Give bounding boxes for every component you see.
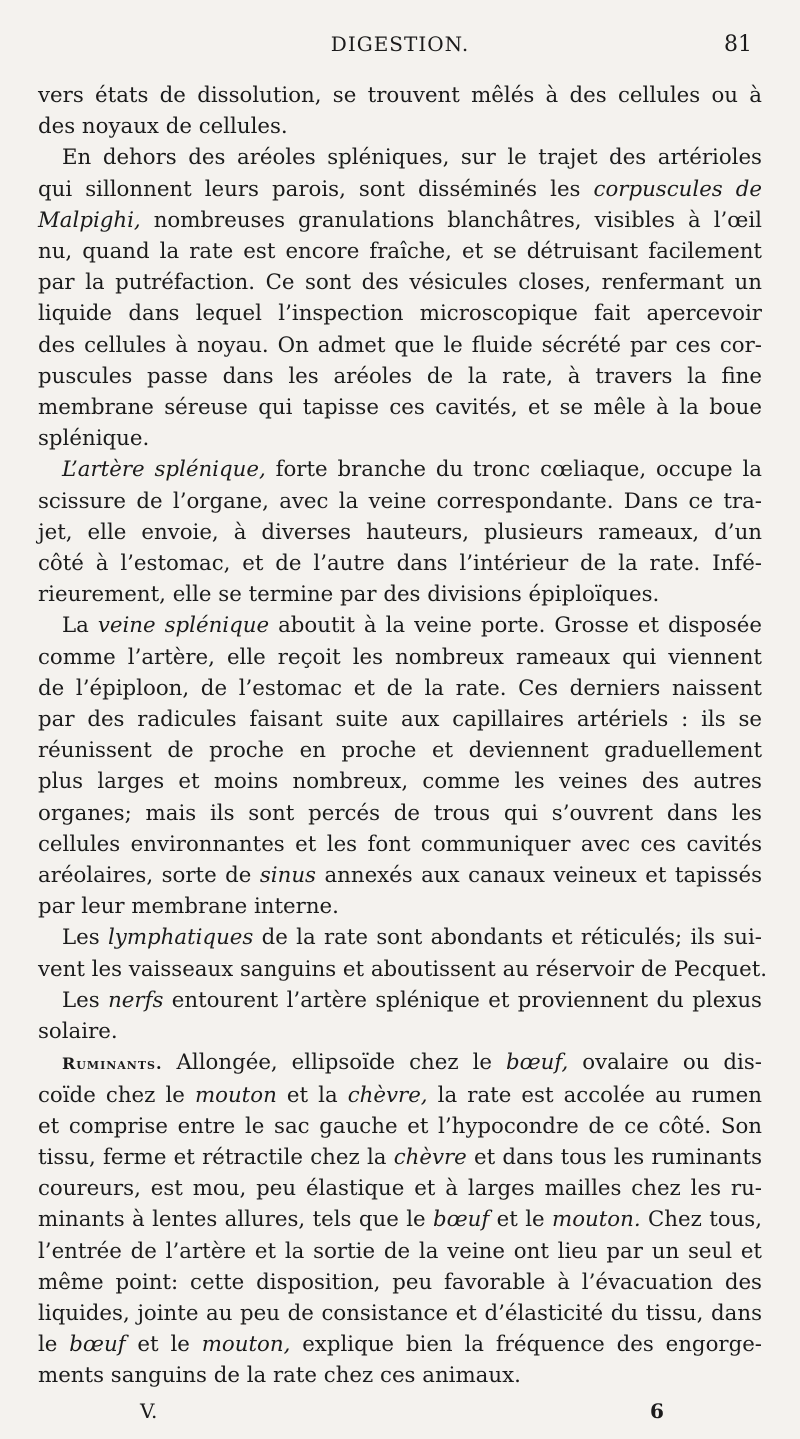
text-run: et dans tous les ruminants (466, 1144, 762, 1170)
text-run: et la (276, 1082, 348, 1108)
text-line (38, 860, 762, 891)
text-line (38, 298, 762, 329)
text-run: liquides, jointe au peu de consistance et d’élasticité du tissu, dans (38, 1300, 762, 1326)
text-run: côté à l’estomac, et de l’autre dans l’intérieur de la rate. Infé- (38, 551, 762, 577)
italic-term: mouton, (201, 1332, 291, 1358)
text-line (38, 1173, 762, 1204)
text-line (38, 1298, 762, 1329)
text-run: entourent l’artère splénique et proviennent du plexus (163, 987, 762, 1013)
paragraph (38, 610, 762, 922)
text-line (38, 330, 762, 361)
text-line (38, 111, 762, 142)
section-heading: Ruminants. (62, 1054, 163, 1074)
text-run: jet, elle envoie, à diverses hauteurs, plusieurs rameaux, d’un (38, 519, 762, 545)
italic-term: Malpighi, (38, 207, 141, 233)
text-line (38, 1267, 762, 1298)
text-line (38, 1080, 762, 1111)
italic-term: corpuscules de (593, 176, 763, 202)
sheet-number: 6 (650, 1399, 664, 1423)
italic-term: chèvre, (347, 1082, 428, 1108)
text-run: des cellules à noyau. On admet que le fluide sécrété par ces cor- (38, 332, 762, 358)
paragraph (38, 142, 762, 454)
text-run: tissu, ferme et rétractile chez la (38, 1144, 394, 1170)
text-run: Les (62, 987, 109, 1013)
text-run: nu, quand la rate est encore fraîche, et se détruisant facilement (38, 239, 762, 265)
signature-mark: V. (140, 1399, 158, 1423)
text-run: et le (125, 1332, 202, 1358)
text-run: ments sanguins de la rate chez ces animaux. (38, 1363, 521, 1389)
text-run: vers états de dissolution, se trouvent mêlés à des cellules ou à (38, 83, 762, 108)
text-line (38, 922, 762, 953)
text-run: splénique. (38, 426, 150, 452)
text-line (38, 486, 762, 517)
text-run: scissure de l’organe, avec la veine correspondante. Dans ce tra- (38, 488, 762, 514)
text-run: le (38, 1332, 70, 1358)
text-run: Les (62, 925, 108, 951)
text-run: et comprise entre le sac gauche et l’hypocondre de ce côté. Son (38, 1113, 762, 1139)
text-line (38, 80, 762, 111)
text-run: La (62, 613, 98, 639)
text-run: ovalaire ou dis- (568, 1050, 762, 1076)
text-line (38, 642, 762, 673)
text-line (38, 142, 762, 173)
page-footer (0, 1395, 800, 1431)
text-run: solaire. (38, 1019, 118, 1045)
text-run: nombreuses granulations blanchâtres, visibles à l’œil (140, 207, 762, 233)
text-line (38, 1360, 762, 1391)
text-run: coïde chez le (38, 1082, 195, 1108)
text-run: plus larges et moins nombreux, comme les veines des autres (38, 769, 762, 795)
italic-term: veine splénique (97, 613, 270, 639)
text-run: l’entrée de l’artère et la sortie de la veine ont lieu par un seul et (38, 1238, 762, 1264)
text-line (38, 891, 762, 922)
text-line (38, 829, 762, 860)
text-line (38, 954, 768, 985)
text-run: puscules passe dans les aréoles de la rate, à travers la fine (38, 363, 762, 389)
text-run: coureurs, est mou, peu élastique et à larges mailles chez les ru- (38, 1176, 762, 1202)
text-line (38, 423, 762, 454)
text-run: la rate est accolée au rumen (427, 1082, 762, 1108)
text-line (38, 205, 762, 236)
text-run: de la rate sont abondants et réticulés; ils sui- (253, 925, 762, 951)
italic-term: mouton. (552, 1207, 641, 1233)
text-line (38, 766, 762, 797)
text-line (38, 579, 762, 610)
text-run: Chez tous, (640, 1207, 762, 1233)
text-line (38, 704, 762, 735)
text-line (38, 1236, 762, 1267)
text-line (38, 1111, 762, 1142)
italic-term: nerfs (108, 987, 164, 1013)
text-run: vent les vaisseaux sanguins et aboutissent au réservoir de Pecquet. (38, 956, 768, 982)
paragraph (38, 80, 762, 142)
text-line (38, 267, 762, 298)
text-run: des noyaux de cellules. (38, 114, 288, 140)
text-line (38, 735, 762, 766)
text-run: par des radicules faisant suite aux capillaires artériels : ils se (38, 707, 762, 733)
text-run: organes; mais ils sont percés de trous qui s’ouvrent dans les (38, 800, 762, 826)
text-run: explique bien la fréquence des engorge- (290, 1332, 762, 1358)
italic-term: bœuf (432, 1207, 490, 1233)
italic-term: mouton (194, 1082, 277, 1108)
text-run: de l’épiploon, de l’estomac et de la rate. Ces derniers naissent (38, 675, 762, 701)
text-run: comme l’artère, elle reçoit les nombreux rameaux qui viennent (38, 644, 762, 670)
text-line (38, 985, 762, 1016)
paragraph (38, 985, 762, 1047)
text-run: qui sillonnent leurs parois, sont disséminés les (38, 176, 594, 202)
text-line (38, 1142, 762, 1173)
text-run: et le (489, 1207, 552, 1233)
italic-term: bœuf (69, 1332, 126, 1358)
page-header (0, 28, 800, 64)
text-line (38, 392, 762, 423)
text-run: par leur membrane interne. (38, 894, 339, 920)
text-run: cellules environnantes et les font communiquer avec ces cavités (38, 831, 762, 857)
text-run: membrane séreuse qui tapisse ces cavités, et se mêle à la boue (38, 395, 762, 421)
text-line (38, 1016, 762, 1047)
text-run: rieurement, elle se termine par des divisions épiploïques. (38, 582, 660, 608)
text-line (38, 517, 762, 548)
paragraph (38, 1047, 762, 1391)
text-line (38, 1047, 762, 1079)
text-line (38, 454, 762, 485)
page-number: 81 (724, 32, 752, 57)
text-line (38, 610, 762, 641)
text-line (38, 236, 762, 267)
text-run: forte branche du tronc cœliaque, occupe la (265, 457, 762, 483)
text-run: liquide dans lequel l’inspection microscopique fait apercevoir (38, 301, 762, 327)
text-run: même point: cette disposition, peu favorable à l’évacuation des (38, 1269, 762, 1295)
text-run: aboutit à la veine porte. Grosse et disposée (269, 613, 763, 639)
text-line (38, 174, 762, 205)
body-text (38, 80, 768, 1392)
paragraph (38, 922, 768, 984)
text-run: réunissent de proche en proche et deviennent graduellement (38, 738, 762, 764)
italic-term: bœuf, (505, 1050, 569, 1076)
italic-term: chèvre (393, 1144, 467, 1170)
text-line (38, 798, 762, 829)
text-run: minants à lentes allures, tels que le (38, 1207, 433, 1233)
paragraph (38, 454, 762, 610)
text-line (38, 361, 762, 392)
text-line (38, 1329, 762, 1360)
text-run: Allongée, ellipsoïde chez le (162, 1050, 506, 1076)
text-run: En dehors des aréoles spléniques, sur le trajet des artérioles (62, 145, 762, 171)
text-run: par la putréfaction. Ce sont des vésicules closes, renfermant un (38, 270, 762, 296)
text-run: aréolaires, sorte de (38, 863, 260, 889)
text-line (38, 1204, 762, 1235)
italic-term: lymphatiques (107, 925, 254, 951)
text-line (38, 548, 762, 579)
italic-term: L’artère splénique, (62, 457, 266, 483)
italic-term: sinus (259, 863, 316, 889)
text-run: annexés aux canaux veineux et tapissés (315, 863, 763, 889)
running-title: DIGESTION. (330, 32, 470, 56)
text-line (38, 673, 762, 704)
